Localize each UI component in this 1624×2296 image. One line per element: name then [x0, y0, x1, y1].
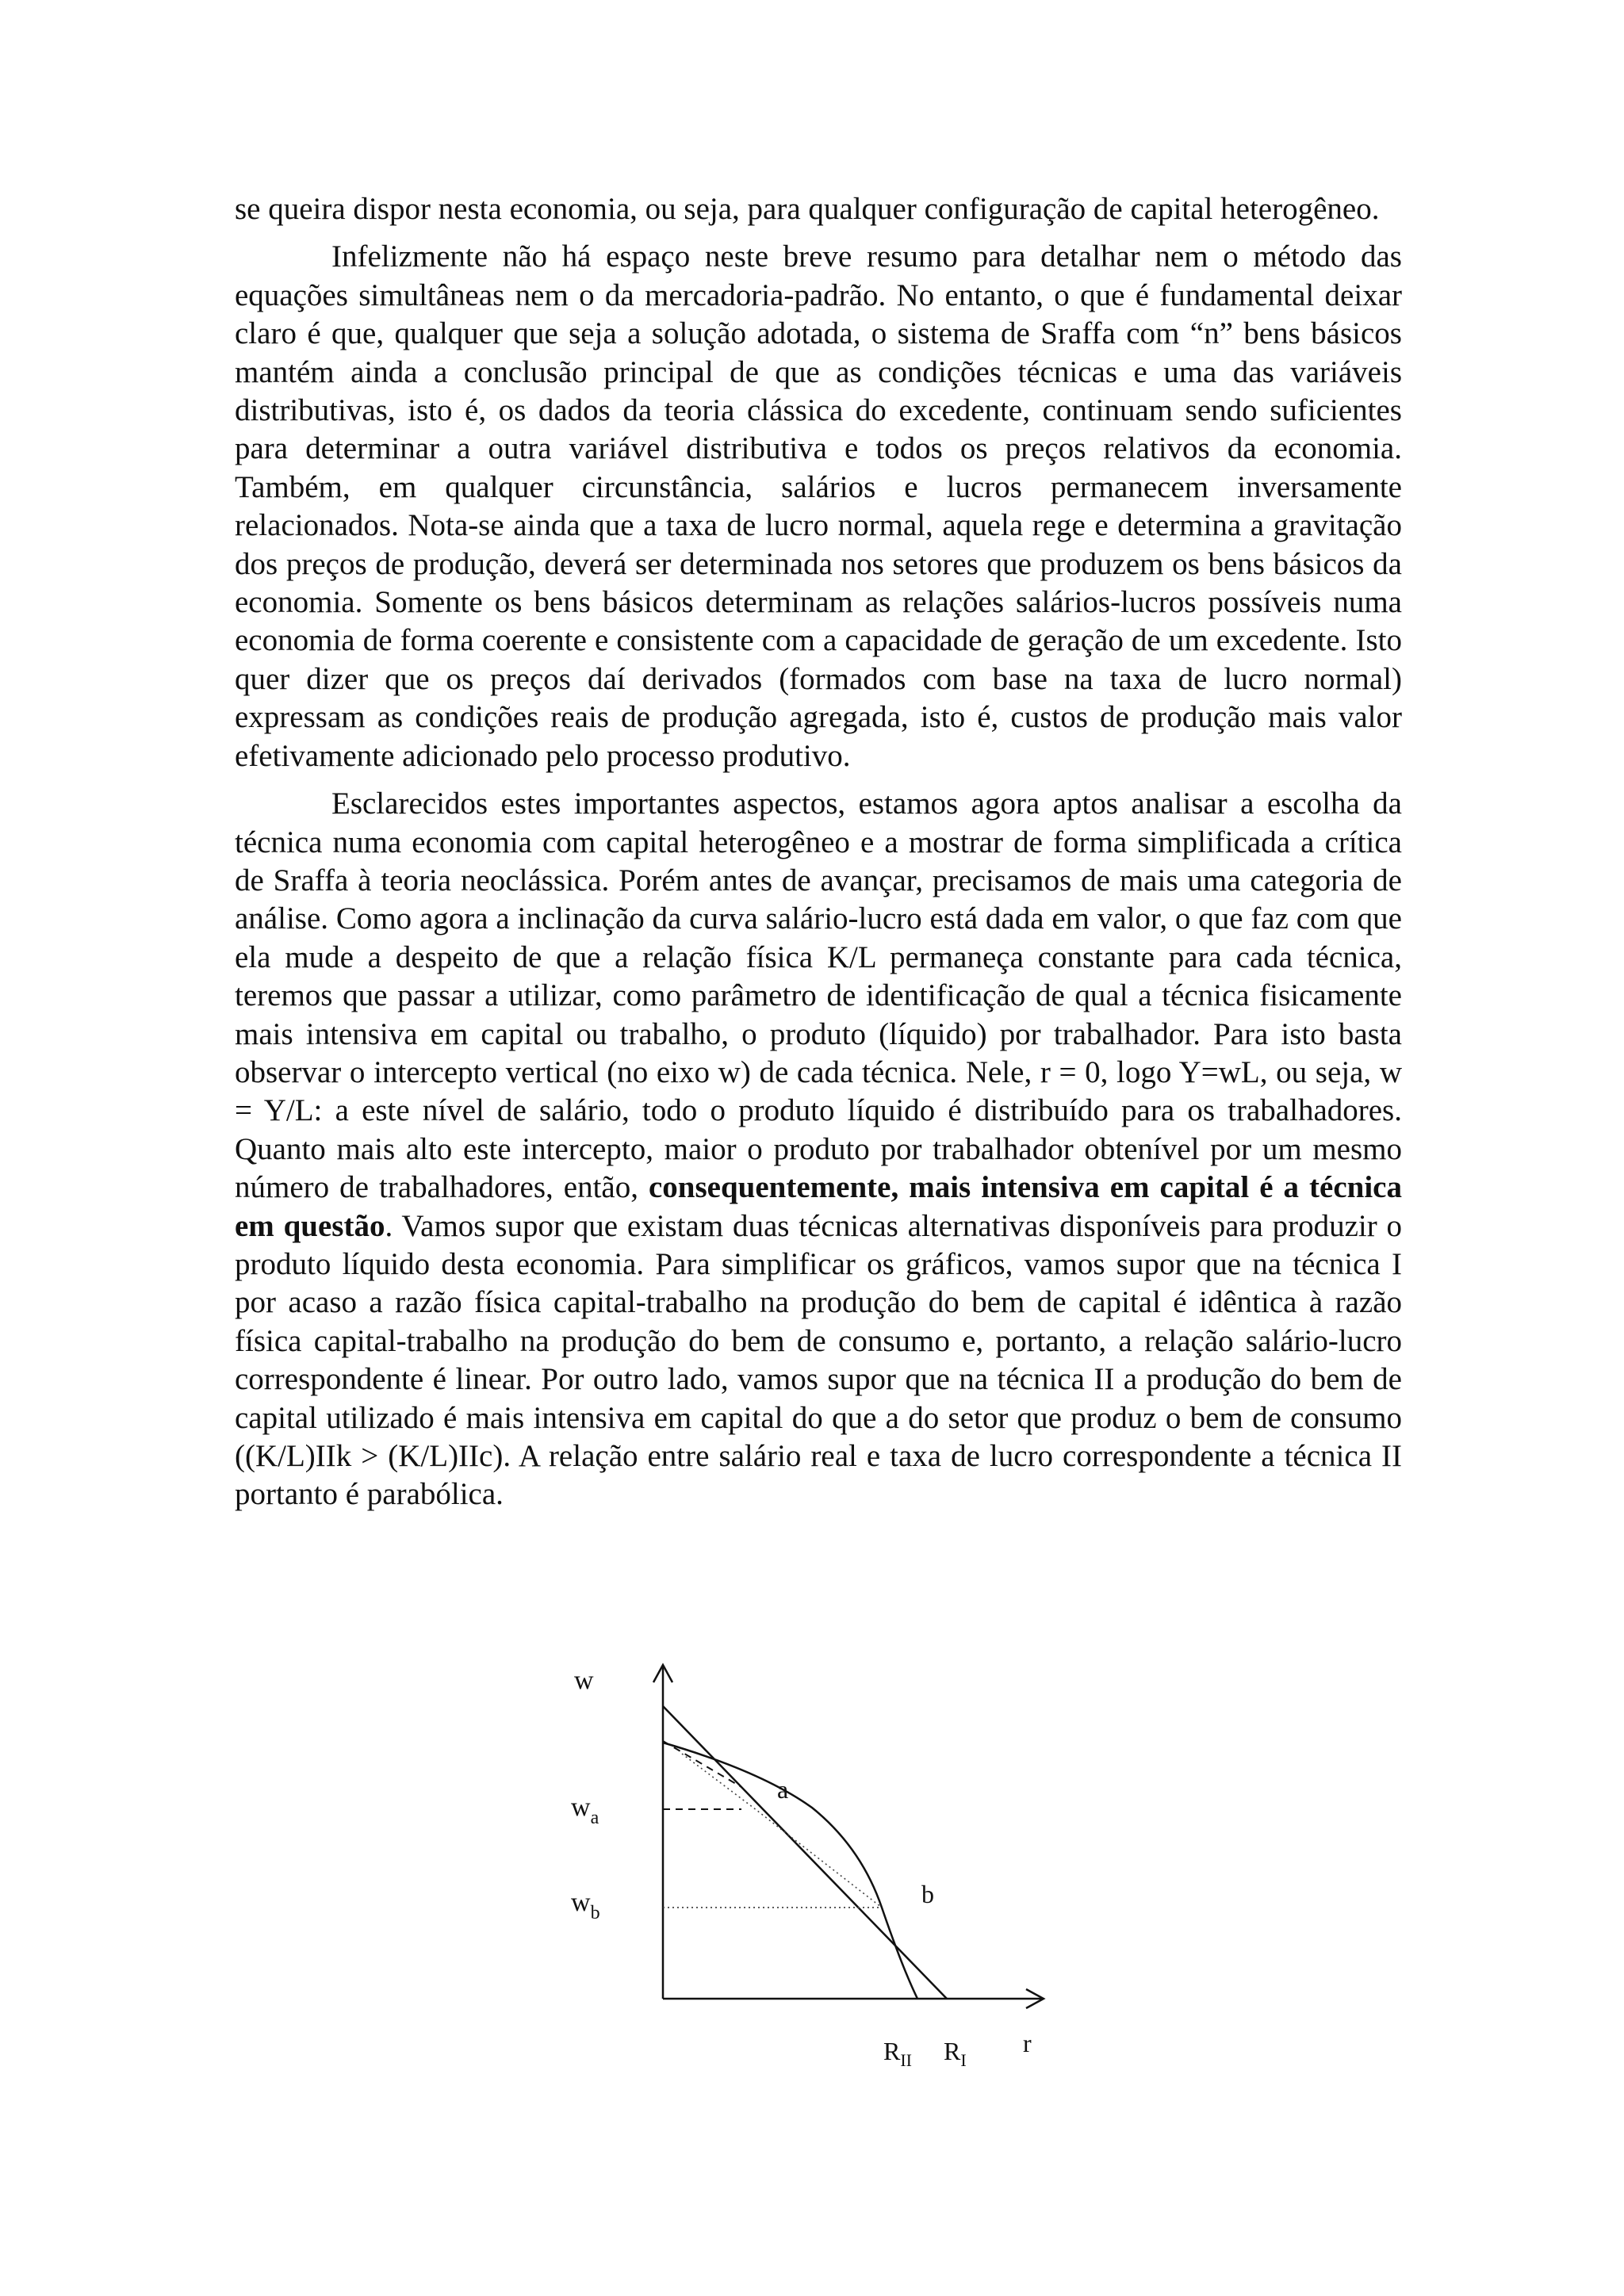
- body-text: [235, 190, 1402, 1514]
- point-b-label: b: [921, 1880, 934, 1908]
- wage-profit-diagram: [555, 1657, 1110, 2069]
- technique-i-line: [663, 1706, 947, 1999]
- wage-profit-figure: [555, 1657, 1110, 2069]
- r-i-label: $R_I$: [944, 2037, 967, 2069]
- paragraph-3-text-a: Esclarecidos estes importantes aspectos, estamos agora aptos analisar a escolha da técnica numa economia com capital heterogêneo e a mostrar de forma simplificada a crítica de Sraffa à teoria neoclássica. Porém antes de avançar, precisamos de mais uma categoria de análise. Como agora a inclinação da curva salário-lucro está dada em valor, o que faz com que ela mude a despeito de que a relação física K/L permaneça constante para cada técnica, teremos que passar a utilizar, como parâmetro de identificação de qual a técnica fisicamente mais intensiva em capital ou trabalho, o produto (líquido) por trabalhador. Para isto basta observar o intercepto vertical (no eixo w) de cada técnica. Nele, r = 0, logo Y=wL, ou seja, w = Y/L: a este nível de salário, todo o produto líquido é distribuído para os trabalhadores. Quanto mais alto este intercepto, maior o produto por trabalhador obtenível por um mesmo número de trabalhadores, então,: [235, 786, 1402, 1205]
- x-axis-label: r: [1023, 2029, 1032, 2057]
- r-ii-label: $R_{II}$: [883, 2037, 912, 2069]
- paragraph-2: Infelizmente não há espaço neste breve resumo para detalhar nem o método das equações simultâneas nem o da mercadoria-padrão. No entanto, o que é fundamental deixar claro é que, qualquer que seja a solução adotada, o sistema de Sraffa com “n” bens básicos mantém ainda a conclusão principal de que as condições técnicas e uma das variáveis distributivas, isto é, os dados da teoria clássica do excedente, continuam sendo suficientes para determinar a outra variável distributiva e todos os preços relativos da economia. Também, em qualquer circunstância, salários e lucros permanecem inversamente relacionados. Nota-se ainda que a taxa de lucro normal, aquela rege e determina a gravitação dos preços de produção, deverá ser determinada nos setores que produzem os bens básicos da economia. Somente os bens básicos determinam as relações salários-lucros possíveis numa economia de forma coerente e consistente com a capacidade de geração de um excedente. Isto quer dizer que os preços daí derivados (formados com base na taxa de lucro normal) expressam as condições reais de produção agregada, isto é, custos de produção mais valor efetivamente adicionado pelo processo produtivo.: [235, 239, 1402, 773]
- technique-ii-curve: [663, 1743, 917, 1999]
- paragraph-1: se queira dispor nesta economia, ou seja, para qualquer configuração de capital heterogêneo.: [235, 192, 1380, 226]
- paragraph-3-bold: consequentemente, mais intensiva em capital é a técnica em questão: [235, 1170, 1402, 1243]
- wb-label: $w_b$: [571, 1888, 600, 1923]
- paragraph-3-text-b: . Vamos supor que existam duas técnicas alternativas disponíveis para produzir o produto líquido desta economia. Para simplificar os gráficos, vamos supor que na técnica I por acaso a razão física capital-trabalho na produção do bem de capital é idêntica à razão física capital-trabalho na produção do bem de consumo e, portanto, a relação salário-lucro correspondente é linear. Por outro lado, vamos supor que na técnica II a produção do bem de capital utilizado é mais intensiva em capital do que a do setor que produz o bem de consumo ((K/L)IIk > (K/L)IIc). A relação entre salário real e taxa de lucro correspondente a técnica II portanto é parabólica.: [235, 1208, 1403, 1512]
- point-a-label: a: [777, 1775, 789, 1804]
- paragraph-3: [235, 785, 1402, 1514]
- y-axis-label: w: [574, 1666, 594, 1695]
- wa-label: $w_a$: [571, 1793, 599, 1828]
